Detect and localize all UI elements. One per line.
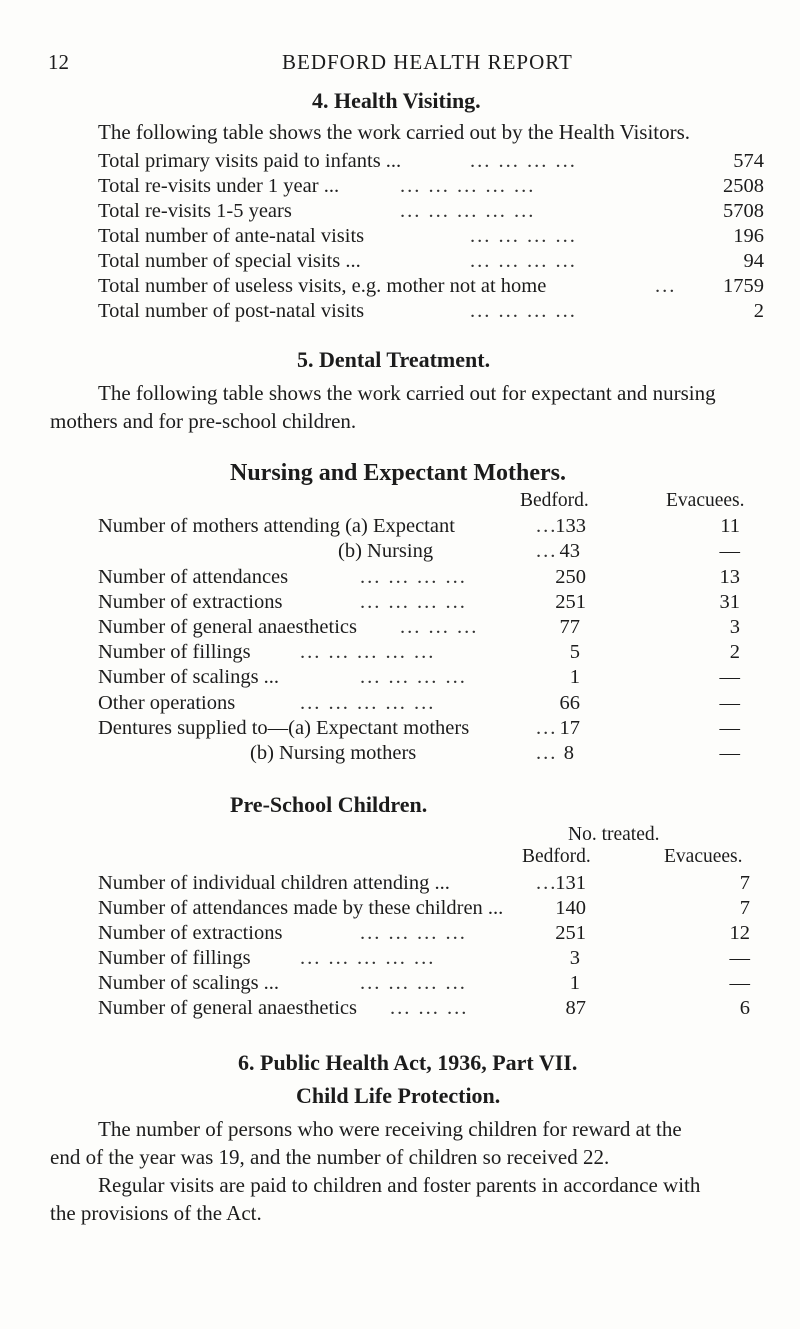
row-label: (b) Nursing mothers <box>250 742 417 764</box>
row-label: Total number of ante-natal visits <box>98 225 365 247</box>
row-value: 1759 <box>723 275 764 297</box>
leader-dots: ... ... ... <box>390 997 469 1019</box>
row-label: Number of attendances made by these children ... <box>98 897 504 919</box>
bedford-value: 66 <box>559 692 580 714</box>
table-row <box>0 150 800 176</box>
table-row <box>0 717 800 743</box>
row-label: Number of individual children attending ... <box>98 872 450 894</box>
table-row <box>0 897 800 923</box>
row-label: Total number of special visits ... <box>98 250 361 272</box>
leader-dots: ... ... ... ... ... <box>300 641 436 663</box>
evacuees-value: 31 <box>719 591 740 613</box>
section-5-heading: 5. Dental Treatment. <box>297 347 491 372</box>
section-4-intro: The following table shows the work carried out by the Health Visitors. <box>98 120 691 144</box>
section-5-intro-line2: mothers and for pre-school children. <box>50 409 357 433</box>
bedford-value: 17 <box>559 717 580 739</box>
row-label: Number of general anaesthetics <box>98 997 357 1019</box>
section-4-heading: 4. Health Visiting. <box>312 88 481 113</box>
leader-dots: ... ... ... ... <box>360 566 467 588</box>
row-label: Total number of post-natal visits <box>98 300 365 322</box>
bedford-value: 87 <box>565 997 586 1019</box>
table-row <box>0 742 800 768</box>
leader-dots: ... ... ... ... <box>360 972 467 994</box>
table-row <box>0 540 800 566</box>
leader-dots: ... ... ... ... ... <box>400 175 536 197</box>
table-row <box>0 872 800 898</box>
preschool-subheading: Pre-School Children. <box>230 792 428 817</box>
leader-dots: ... ... ... ... <box>360 922 467 944</box>
row-label: Number of general anaesthetics <box>98 616 357 638</box>
leader-dots: ... ... ... ... <box>470 225 577 247</box>
row-value: 94 <box>743 250 764 272</box>
evacuees-value: — <box>719 666 740 688</box>
table-row <box>0 275 800 301</box>
evacuees-value: 13 <box>719 566 740 588</box>
section-6-heading: 6. Public Health Act, 1936, Part VII. <box>238 1050 578 1075</box>
leader-dots: ... <box>536 742 558 764</box>
section-6-para2-line2: the provisions of the Act. <box>50 1201 262 1225</box>
leader-dots: ... <box>536 717 558 739</box>
row-label: Other operations <box>98 692 236 714</box>
leader-dots: ... ... ... ... <box>360 591 467 613</box>
row-label: Number of extractions <box>98 922 283 944</box>
leader-dots: ... ... ... ... ... <box>300 692 436 714</box>
evacuees-value: — <box>719 692 740 714</box>
row-label: (b) Nursing <box>338 540 434 562</box>
table-row <box>0 566 800 592</box>
table-row <box>0 175 800 201</box>
row-value: 2508 <box>723 175 764 197</box>
col-header-no-treated: No. treated. <box>568 824 660 845</box>
leader-dots: ... <box>536 540 558 562</box>
leader-dots: ... <box>536 515 558 537</box>
bedford-value: 8 <box>563 742 574 764</box>
col-header-bedford: Bedford. <box>522 846 591 867</box>
row-value: 196 <box>733 225 764 247</box>
row-label: Total re-visits 1-5 years <box>98 200 292 222</box>
page-number: 12 <box>48 50 69 74</box>
row-label: Total re-visits under 1 year ... <box>98 175 340 197</box>
row-label: Number of scalings ... <box>98 666 280 688</box>
row-label: Number of scalings ... <box>98 972 280 994</box>
running-title: BEDFORD HEALTH REPORT <box>282 50 573 74</box>
table-row <box>0 515 800 541</box>
table-row <box>0 616 800 642</box>
row-label: Total primary visits paid to infants ... <box>98 150 402 172</box>
evacuees-value: 12 <box>729 922 750 944</box>
bedford-value: 43 <box>559 540 580 562</box>
bedford-value: 140 <box>555 897 586 919</box>
evacuees-value: 6 <box>739 997 750 1019</box>
evacuees-value: 3 <box>729 616 740 638</box>
row-label: Total number of useless visits, e.g. mother not at home <box>98 275 547 297</box>
mothers-subheading: Nursing and Expectant Mothers. <box>230 460 567 486</box>
table-row <box>0 922 800 948</box>
col-header-bedford: Bedford. <box>520 490 589 511</box>
leader-dots: ... <box>536 872 558 894</box>
section-6-para1-line1: The number of persons who were receiving children for reward at the <box>98 1117 682 1141</box>
evacuees-value: — <box>729 947 750 969</box>
table-row <box>0 300 800 326</box>
evacuees-value: 11 <box>720 515 740 537</box>
bedford-value: 1 <box>569 972 580 994</box>
table-row <box>0 997 800 1023</box>
table-row <box>0 225 800 251</box>
bedford-value: 250 <box>555 566 586 588</box>
leader-dots: ... ... ... ... <box>470 150 577 172</box>
leader-dots: ... ... ... ... <box>360 666 467 688</box>
table-row <box>0 666 800 692</box>
evacuees-value: — <box>719 742 740 764</box>
bedford-value: 133 <box>555 515 586 537</box>
row-label: Number of attendances <box>98 566 289 588</box>
bedford-value: 1 <box>569 666 580 688</box>
row-label: Number of extractions <box>98 591 283 613</box>
evacuees-value: — <box>729 972 750 994</box>
bedford-value: 77 <box>559 616 580 638</box>
leader-dots: ... ... ... ... <box>470 300 577 322</box>
evacuees-value: 7 <box>739 872 750 894</box>
evacuees-value: 2 <box>729 641 740 663</box>
leader-dots: ... ... ... ... <box>470 250 577 272</box>
table-row <box>0 591 800 617</box>
table-row <box>0 641 800 667</box>
bedford-value: 5 <box>569 641 580 663</box>
leader-dots: ... ... ... <box>400 616 479 638</box>
row-value: 5708 <box>723 200 764 222</box>
bedford-value: 251 <box>555 591 586 613</box>
col-header-evacuees: Evacuees. <box>666 490 745 511</box>
table-row <box>0 972 800 998</box>
bedford-value: 251 <box>555 922 586 944</box>
section-6-subheading: Child Life Protection. <box>296 1083 501 1108</box>
evacuees-value: — <box>719 540 740 562</box>
section-5-intro-line1: The following table shows the work carried out for expectant and nursing <box>98 381 716 405</box>
evacuees-value: 7 <box>739 897 750 919</box>
row-label: Number of fillings <box>98 641 251 663</box>
table-row <box>0 947 800 973</box>
table-row <box>0 250 800 276</box>
evacuees-value: — <box>719 717 740 739</box>
section-6-para1-line2: end of the year was 19, and the number of children so received 22. <box>50 1145 610 1169</box>
table-row <box>0 692 800 718</box>
row-label: Number of fillings <box>98 947 251 969</box>
row-value: 574 <box>733 150 764 172</box>
row-label: Dentures supplied to—(a) Expectant mothers <box>98 717 470 739</box>
bedford-value: 3 <box>569 947 580 969</box>
col-header-evacuees: Evacuees. <box>664 846 743 867</box>
leader-dots: ... ... ... ... ... <box>300 947 436 969</box>
leader-dots: ... <box>655 275 677 297</box>
leader-dots: ... ... ... ... ... <box>400 200 536 222</box>
row-value: 2 <box>753 300 764 322</box>
row-label: Number of mothers attending (a) Expectant <box>98 515 455 537</box>
bedford-value: 131 <box>555 872 586 894</box>
table-row <box>0 200 800 226</box>
section-6-para2-line1: Regular visits are paid to children and foster parents in accordance with <box>98 1173 701 1197</box>
